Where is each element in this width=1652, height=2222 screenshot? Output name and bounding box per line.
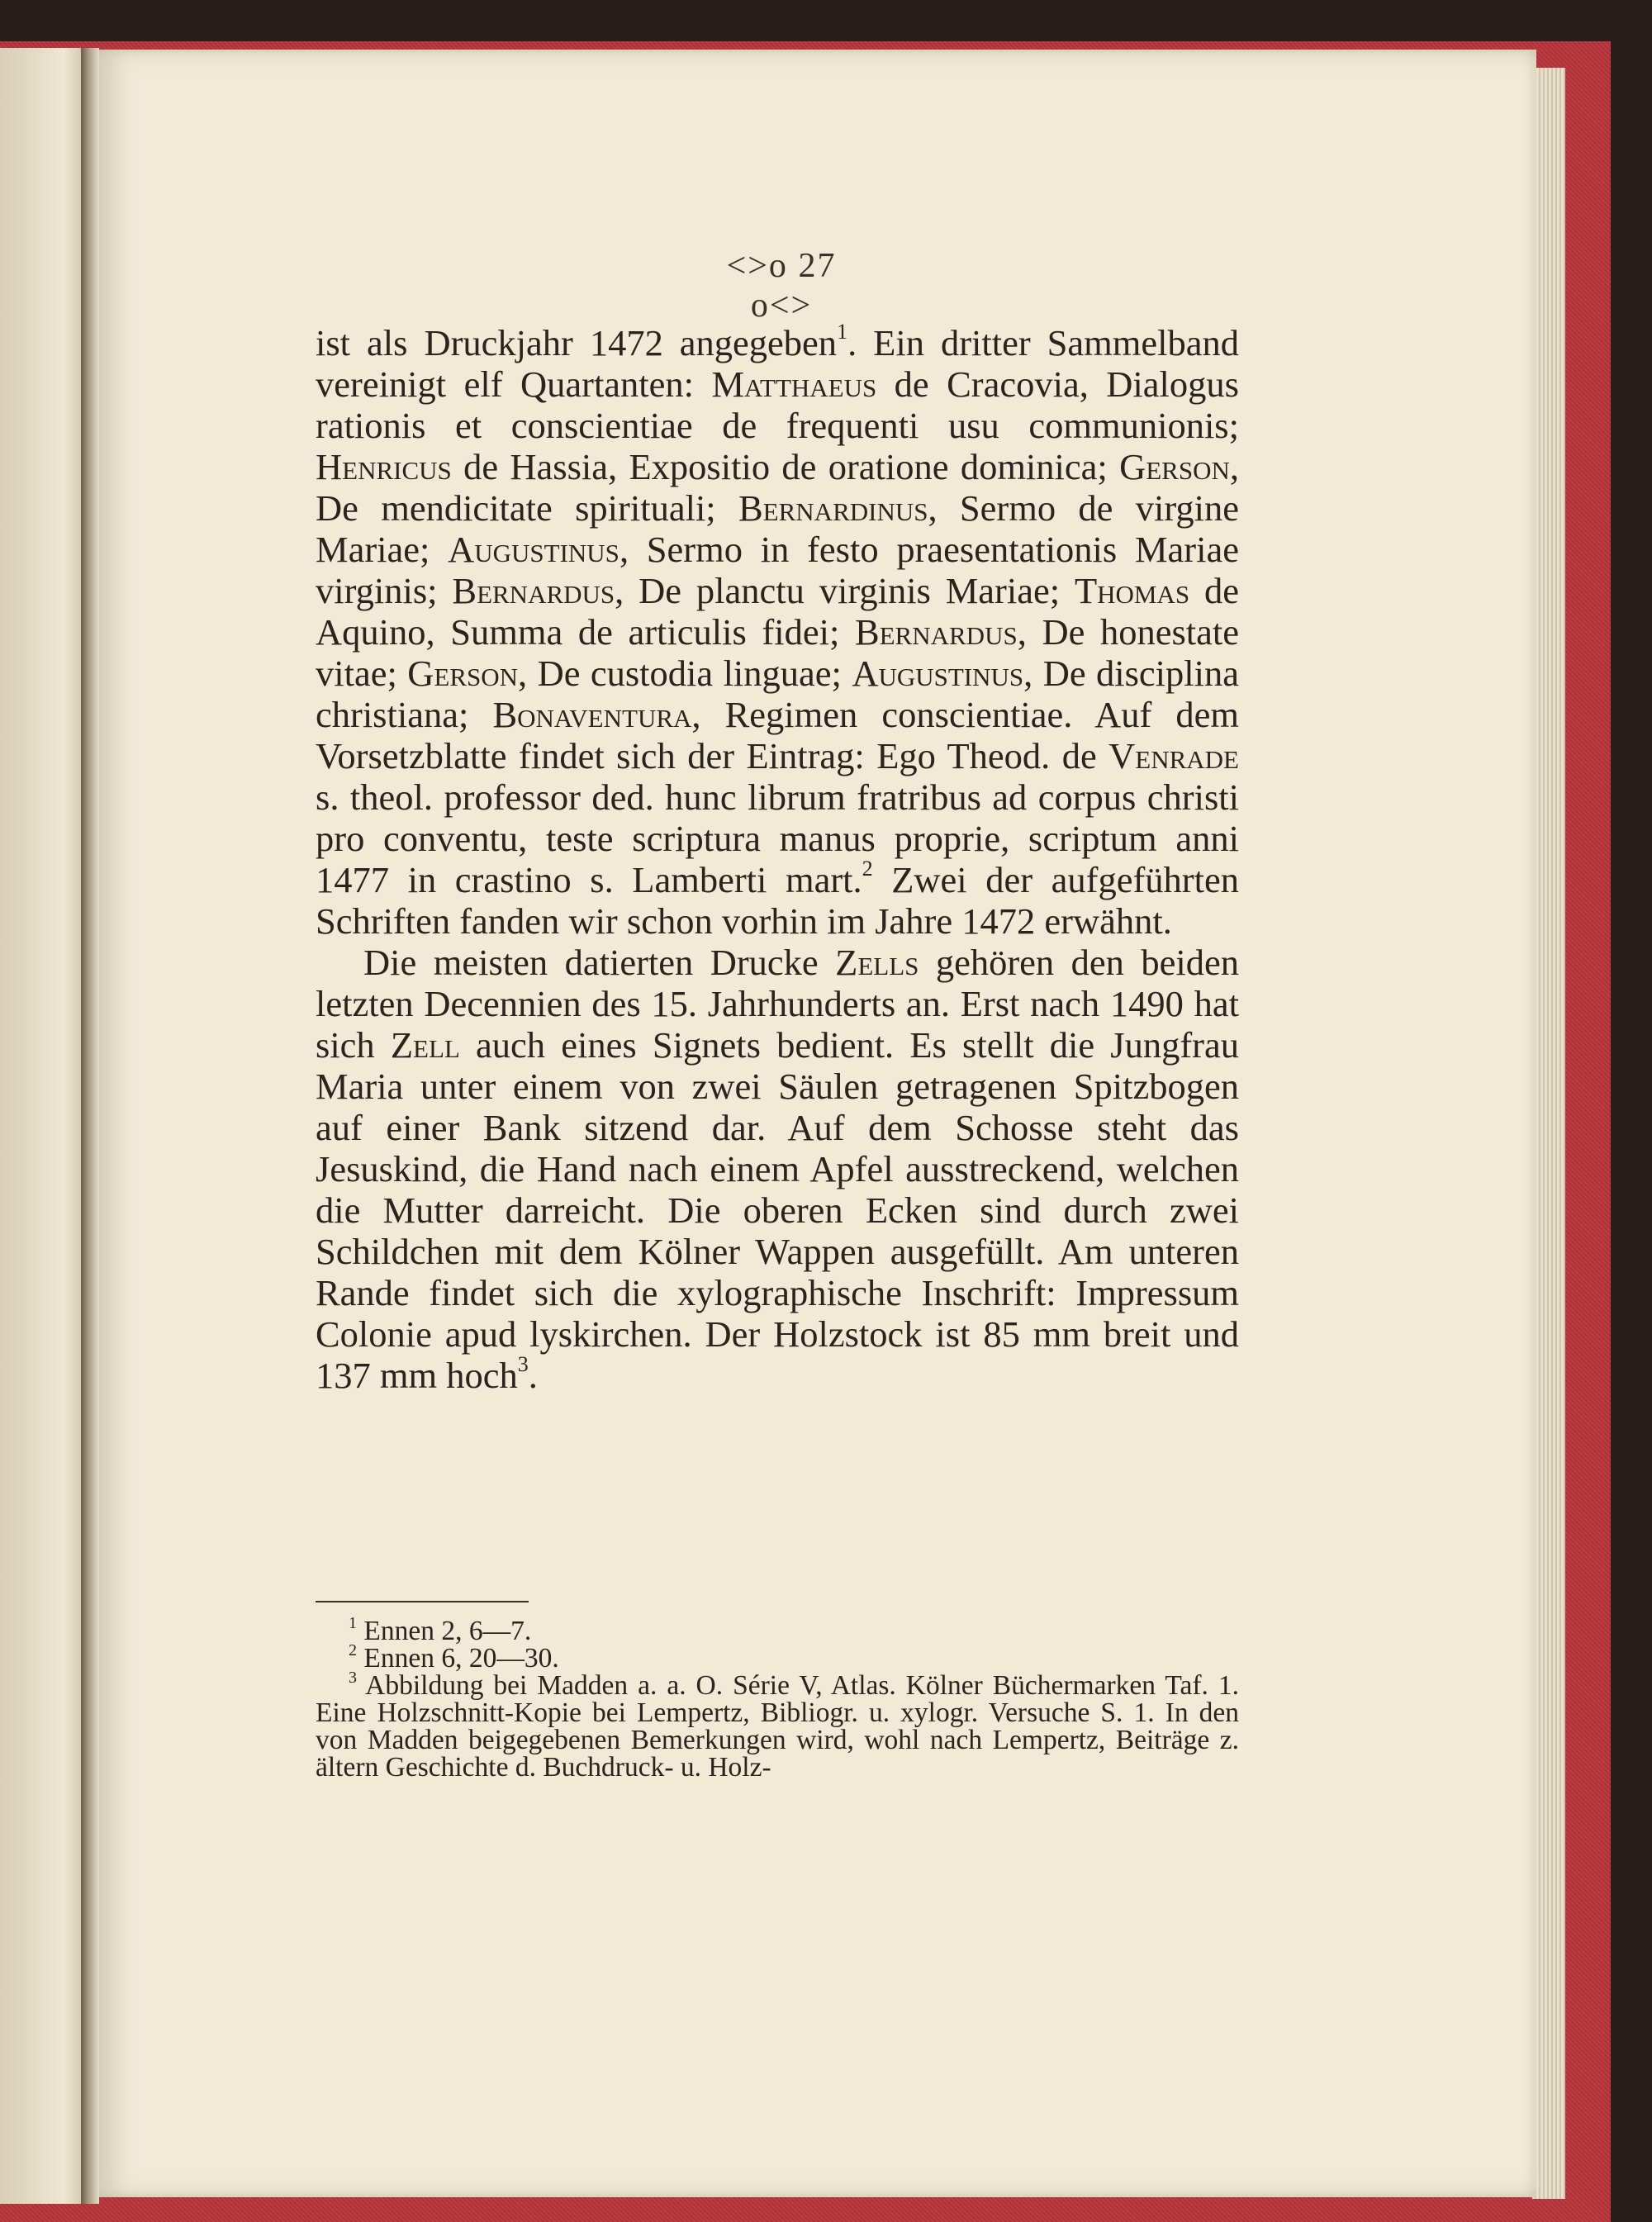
text-run: , De disciplina christiana; (316, 653, 1240, 735)
text-run: s. theol. professor ded. hunc librum fratribus ad corpus christi pro conventu, teste scriptura manus proprie, scriptum anni 1477 in crastino s. Lamberti mart. (316, 776, 1239, 900)
text-run: de Aquino, Summa de articulis fidei; (316, 570, 1239, 653)
footnote-mark: 2 (349, 1640, 357, 1659)
small-caps-name: Bernardus (452, 570, 615, 611)
small-caps-name: Henricus (316, 446, 452, 487)
small-caps-name: Zell (390, 1024, 460, 1066)
small-caps-name: Gerson (1119, 446, 1230, 487)
text-run: , De planctu virginis Mariae; (615, 570, 1075, 611)
text-run: . (528, 1355, 538, 1396)
footnote-3 (316, 1668, 1239, 1783)
text-run: , Sermo de virgine Mariae; (316, 487, 1239, 570)
small-caps-name: Thomas (1074, 570, 1190, 611)
small-caps-name: Venrade (1108, 735, 1239, 776)
small-caps-name: Gerson (407, 653, 519, 694)
small-caps-name: Augustinus (852, 653, 1024, 694)
footnote-1 (316, 1613, 1239, 1646)
header-right-ornament: o<> (750, 287, 813, 325)
page-header (699, 246, 864, 325)
footnote-ref: 2 (862, 857, 873, 881)
text-run: Zwei der aufgeführten Schriften fanden wir schon vorhin im Jahre 1472 erwähnt. (316, 859, 1239, 942)
footnote-text: Ennen 6, 20—30. (363, 1643, 559, 1674)
footnote-mark: 1 (349, 1613, 357, 1632)
text-run: , Sermo in festo praesentationis Mariae virginis; (316, 529, 1239, 611)
text-run: gehören den beiden letzten Decennien des 15. Jahrhunderts an. Erst nach 1490 hat sich (316, 942, 1239, 1066)
paragraph-1 (316, 322, 1239, 942)
footnote-ref: 3 (517, 1352, 529, 1377)
small-caps-name: Bonaventura (492, 694, 692, 735)
small-caps-name: Zells (835, 942, 919, 983)
text-run: , De honestate vitae; (316, 611, 1239, 694)
small-caps-name: Bernardus (854, 611, 1018, 653)
paragraph-2 (316, 942, 1239, 1396)
text-run: de Hassia, Expositio de oratione dominica; (451, 446, 1120, 487)
footnotes (316, 1613, 1239, 1783)
small-caps-name: Augustinus (448, 529, 620, 570)
page-block-edge (1532, 68, 1565, 2199)
footnote-mark: 3 (349, 1668, 357, 1687)
footnote-text: Ennen 2, 6—7. (363, 1616, 532, 1646)
footnote-ref: 1 (837, 320, 848, 344)
small-caps-name: Matthaeus (711, 363, 877, 405)
text-run: de Cracovia, Dialogus rationis et conscientiae de frequenti usu communionis; (316, 363, 1239, 446)
text-run: , De custodia linguae; (518, 653, 852, 694)
footnote-rule (316, 1601, 529, 1602)
text-run: auch eines Signets bedient. Es stellt die Jungfrau Maria unter einem von zwei Säulen getragenen Spitzbogen auf einer Bank sitzend dar. Auf dem Schosse steht das Jesuskind, die Hand nach einem Apfel ausstreckend, welchen die Mutter darreicht. Die oberen Ecken sind durch zwei Schildchen mit dem Kölner Wappen ausgefüllt. Am unteren Rande findet sich die xylographische Inschrift: Impressum Colonie apud lyskirchen. Der Holzstock ist 85 mm breit und 137 mm hoch (316, 1024, 1239, 1396)
text-run: , De mendicitate spirituali; (316, 446, 1239, 529)
book-gutter (81, 48, 99, 2204)
left-page-edge (0, 48, 91, 2204)
text-run: Die meisten datierten Drucke (363, 942, 836, 983)
footnote-text: Abbildung bei Madden a. a. O. Série V, Atlas. Kölner Büchermarken Taf. 1. Eine Holzschnitt-Kopie bei Lempertz, Bibliogr. u. xylogr. Versuche S. 1. In den von Madden beigegebenen Bemerkungen wird, wohl nach Lempertz, Beiträge z. ältern Geschichte d. Buchdruck- u. Holz- (316, 1670, 1239, 1783)
page-number: 27 (798, 247, 837, 285)
text-run: , Regimen conscientiae. Auf dem Vorsetzblatte findet sich der Eintrag: Ego Theod. de (316, 694, 1239, 776)
text-run: ist als Druckjahr 1472 angegeben (316, 322, 838, 363)
header-left-ornament: <>o (726, 247, 788, 285)
text-run: . Ein dritter Sammelband vereinigt elf Quartanten: (316, 322, 1240, 405)
small-caps-name: Bernardinus (738, 487, 928, 529)
body-text (316, 322, 1239, 1396)
footnote-2 (316, 1640, 1239, 1674)
